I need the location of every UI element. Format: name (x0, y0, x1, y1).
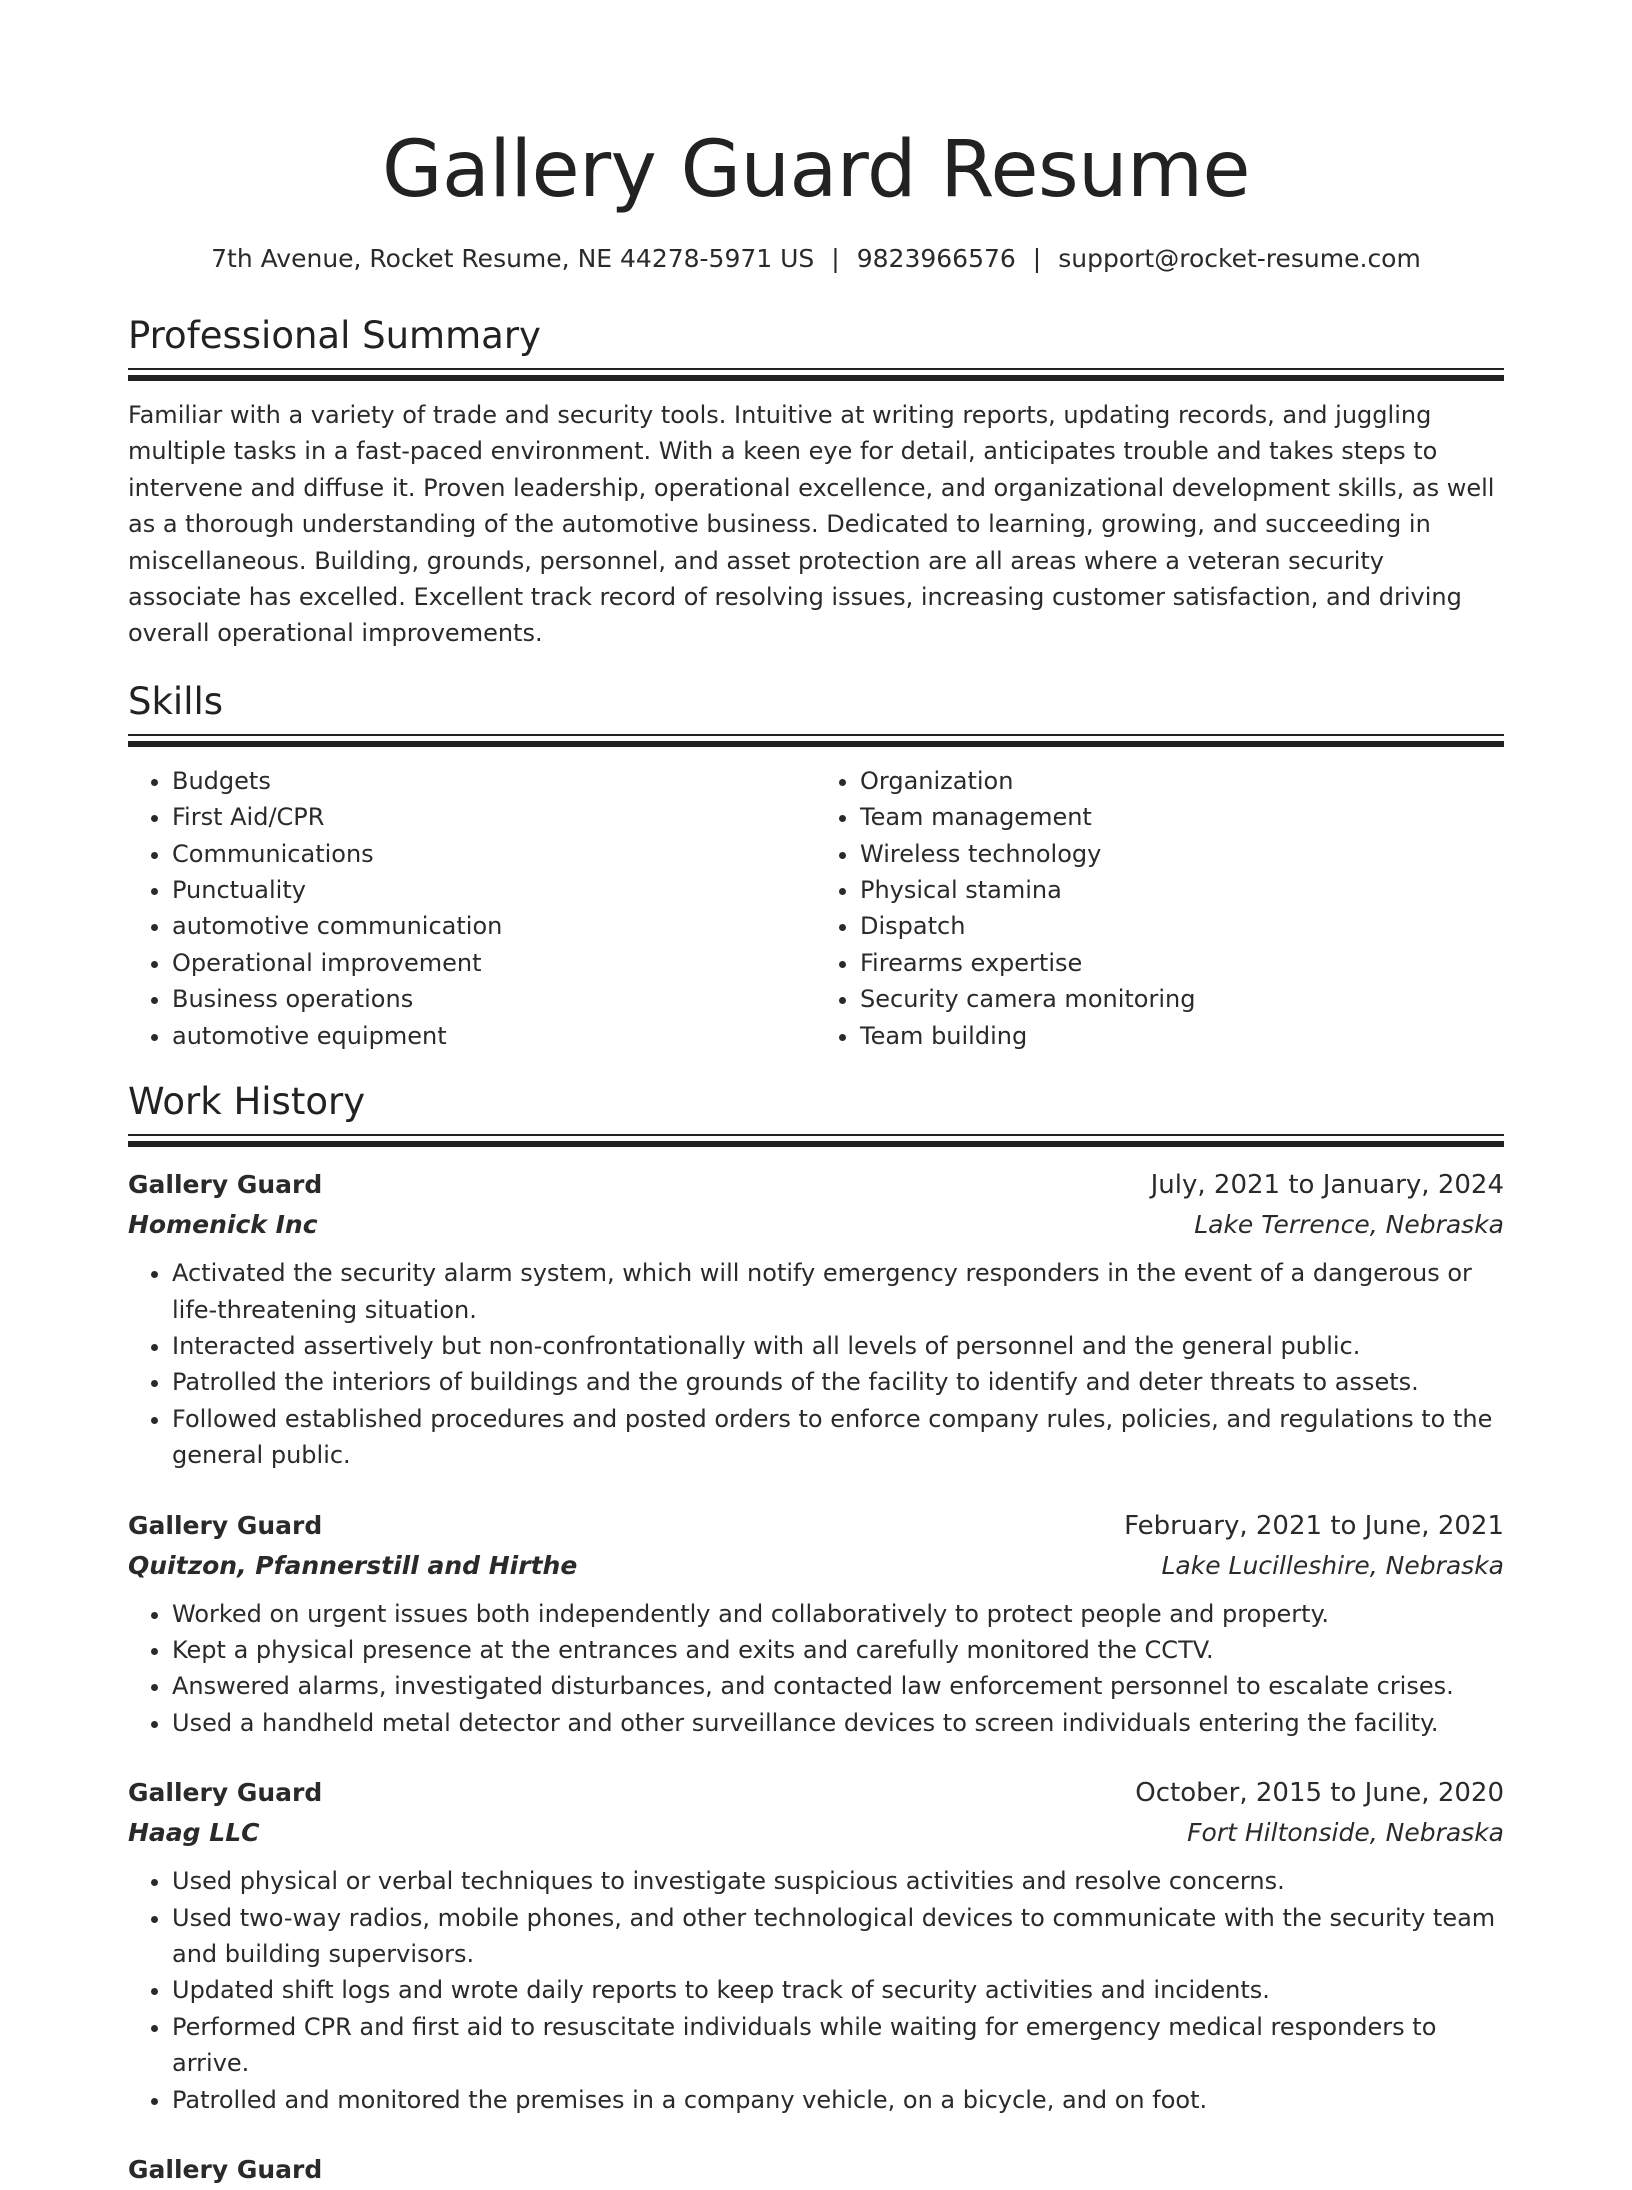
job-entry (128, 1773, 1504, 2118)
job-subheader (128, 1205, 1504, 1245)
job-subheader (128, 1546, 1504, 1586)
job-bullet: • Kept a physical presence at the entrances and exits and carefully monitored the CCTV. (172, 1632, 1504, 1668)
job-title: Gallery Guard (128, 1778, 323, 1808)
skill-item: • Communications (172, 836, 816, 872)
job-header (128, 2150, 1504, 2190)
section-divider (128, 368, 1504, 383)
job-header (128, 1773, 1504, 1813)
skill-item: • Organization (860, 763, 1504, 799)
skill-item: • Physical stamina (860, 872, 1504, 908)
job-entry (128, 2150, 1504, 2190)
job-bullets (128, 1596, 1504, 1742)
job-bullets (128, 1863, 1504, 2118)
job-bullet: • Patrolled and monitored the premises in a company vehicle, on a bicycle, and on foot. (172, 2082, 1504, 2118)
skill-item: • automotive equipment (172, 1018, 816, 1054)
contact-separator: | (1032, 244, 1042, 273)
skills-list-left (128, 763, 816, 1054)
job-title: Gallery Guard (128, 1510, 323, 1540)
job-title: Gallery Guard (128, 1170, 323, 1200)
job-location: Lake Terrence, Nebraska (1194, 1210, 1504, 1240)
job-bullet: • Used a handheld metal detector and other surveillance devices to screen individuals entering the facility. (172, 1705, 1504, 1741)
job-entry (128, 1165, 1504, 1473)
job-company: Haag LLC (128, 1818, 260, 1848)
job-title: Gallery Guard (128, 2155, 323, 2184)
job-entry (128, 1506, 1504, 1742)
job-bullet: • Activated the security alarm system, which will notify emergency responders in the event of a dangerous or life-threatening situation. (172, 1255, 1504, 1328)
skill-item: • Dispatch (860, 908, 1504, 944)
job-location: Lake Lucilleshire, Nebraska (1161, 1550, 1504, 1580)
skill-item: • automotive communication (172, 908, 816, 944)
skill-item: • First Aid/CPR (172, 799, 816, 835)
job-dates: February, 2021 to June, 2021 (1124, 1510, 1504, 1541)
section-title-work-history: Work History (128, 1080, 366, 1124)
contact-phone: 9823966576 (856, 244, 1016, 273)
contact-separator: | (831, 244, 840, 273)
skill-item: • Wireless technology (860, 836, 1504, 872)
job-bullet: • Performed CPR and first aid to resuscitate individuals while waiting for emergency medical responders to arrive. (172, 2009, 1504, 2082)
section-divider (128, 1134, 1504, 1149)
resume-title: Gallery Guard Resume (382, 125, 1250, 215)
resume-page (128, 0, 1504, 2190)
job-dates: July, 2021 to January, 2024 (1150, 1170, 1504, 1201)
job-company: Homenick Inc (128, 1210, 318, 1240)
section-title-skills: Skills (128, 679, 224, 723)
contact-address: 7th Avenue, Rocket Resume, NE 44278-5971 US (211, 244, 815, 273)
job-header (128, 1506, 1504, 1546)
skill-item: • Team building (860, 1018, 1504, 1054)
summary-text: Familiar with a variety of trade and security tools. Intuitive at writing reports, updating records, and juggling multiple tasks in a fast-paced environment. With a keen eye for detail, anticipates trouble and takes steps to intervene and diffuse it. Proven leadership, operational excellence, and organizational development skills, as well as a thorough understanding of the automotive business. Dedicated to learning, growing, and succeeding in miscellaneous. Building, grounds, personnel, and asset protection are all areas where a veteran security associate has excelled. Excellent track record of resolving issues, increasing customer satisfaction, and driving overall operational improvements. (128, 401, 1495, 648)
job-bullet: • Worked on urgent issues both independently and collaboratively to protect people and property. (172, 1596, 1504, 1632)
skill-item: • Business operations (172, 981, 816, 1017)
skill-item: • Firearms expertise (860, 945, 1504, 981)
section-divider (128, 734, 1504, 749)
section-title-summary: Professional Summary (128, 314, 541, 357)
job-bullet: • Interacted assertively but non-confrontationally with all levels of personnel and the general public. (172, 1328, 1504, 1364)
job-company: Quitzon, Pfannerstill and Hirthe (128, 1550, 578, 1580)
job-subheader (128, 1813, 1504, 1853)
skill-item: • Operational improvement (172, 945, 816, 981)
job-bullet: • Followed established procedures and posted orders to enforce company rules, policies, and regulations to the general public. (172, 1401, 1504, 1474)
skill-item: • Budgets (172, 763, 816, 799)
job-bullet: • Used two-way radios, mobile phones, and other technological devices to communicate with the security team and building supervisors. (172, 1900, 1504, 1973)
contact-email[interactable]: support@rocket-resume.com (1058, 244, 1421, 273)
job-dates: October, 2015 to June, 2020 (1135, 1778, 1504, 1809)
contact-line (128, 242, 1504, 276)
job-bullet: • Updated shift logs and wrote daily reports to keep track of security activities and incidents. (172, 1972, 1504, 2008)
skills-columns (128, 763, 1504, 1054)
job-bullet: • Patrolled the interiors of buildings and the grounds of the facility to identify and deter threats to assets. (172, 1364, 1504, 1400)
job-bullet: • Used physical or verbal techniques to investigate suspicious activities and resolve concerns. (172, 1863, 1504, 1899)
skills-list-right (816, 763, 1504, 1054)
job-bullets (128, 1255, 1504, 1473)
skill-item: • Security camera monitoring (860, 981, 1504, 1017)
job-location: Fort Hiltonside, Nebraska (1187, 1818, 1504, 1848)
job-bullet: • Answered alarms, investigated disturbances, and contacted law enforcement personnel to escalate crises. (172, 1668, 1504, 1704)
job-header (128, 1165, 1504, 1205)
skill-item: • Team management (860, 799, 1504, 835)
skill-item: • Punctuality (172, 872, 816, 908)
